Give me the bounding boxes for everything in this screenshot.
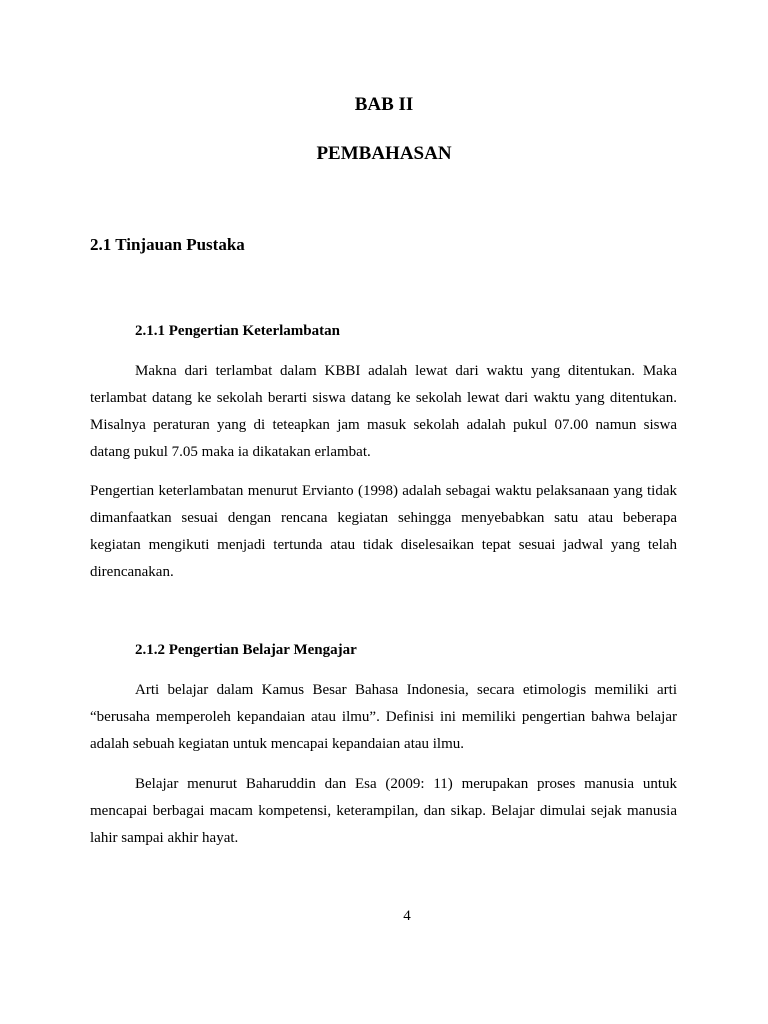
subsection-heading-keterlambatan: 2.1.1 Pengertian Keterlambatan — [135, 323, 340, 339]
section-heading: 2.1 Tinjauan Pustaka — [90, 235, 245, 254]
paragraph-kbbi-definition: Makna dari terlambat dalam KBBI adalah lewat dari waktu yang ditentukan. Maka terlambat datang ke sekolah berarti siswa datang ke sekolah lewat dari waktu yang ditentukan. Misalnya peraturan yang di teteapkan jam masuk sekolah adalah pukul 07.00 namun siswa datang pukul 7.05 maka ia dikatakan erlambat. — [90, 363, 677, 460]
page-number: 4 — [403, 908, 411, 924]
subsection-heading-belajar-mengajar: 2.1.2 Pengertian Belajar Mengajar — [135, 642, 357, 658]
paragraph-ervianto-definition: Pengertian keterlambatan menurut Ervianto (1998) adalah sebagai waktu pelaksanaan yang tidak dimanfaatkan sesuai dengan rencana kegiatan sehingga menyebabkan satu atau beberapa kegiatan mengikuti menjadi tertunda atau tidak diselesaikan tepat sesuai jadwal yang telah direncanakan. — [90, 483, 677, 580]
chapter-number: BAB II — [354, 94, 414, 115]
chapter-title: PEMBAHASAN — [316, 143, 452, 164]
paragraph-kbbi-belajar: Arti belajar dalam Kamus Besar Bahasa Indonesia, secara etimologis memiliki arti “berusaha memperoleh kepandaian atau ilmu”. Definisi ini memiliki pengertian bahwa belajar adalah sebuah kegiatan untuk mencapai kepandaian atau ilmu. — [90, 682, 677, 752]
paragraph-baharuddin-esa: Belajar menurut Baharuddin dan Esa (2009: 11) merupakan proses manusia untuk mencapai berbagai macam kompetensi, keterampilan, dan sikap. Belajar dimulai sejak manusia lahir sampai akhir hayat. — [90, 776, 677, 846]
